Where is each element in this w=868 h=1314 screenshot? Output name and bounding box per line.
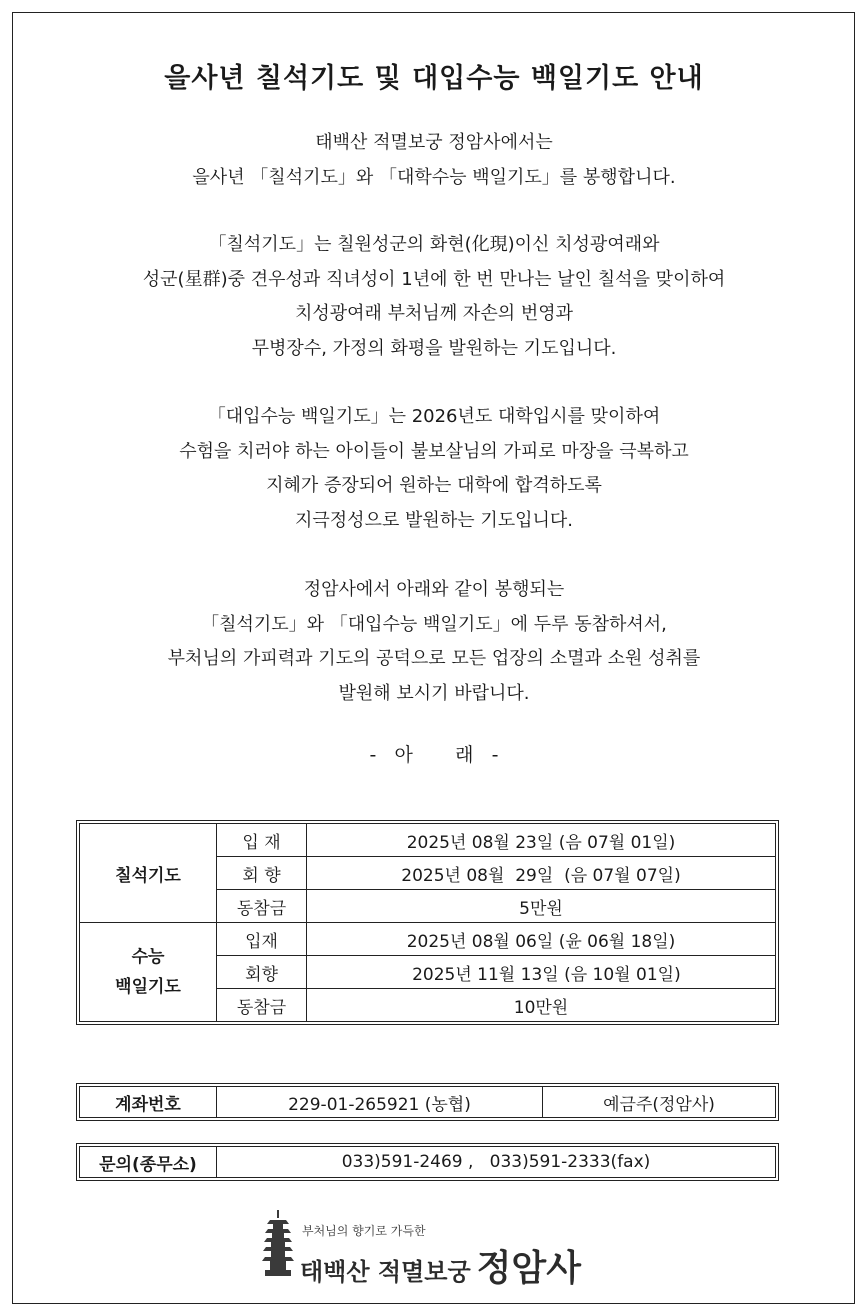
suneung-name-line2: 백일기도 xyxy=(115,977,181,997)
chilseok-start-date: 2025년 08월 23일 (음 07월 01일) xyxy=(307,824,776,857)
invitation-line: 발원해 보시기 바랍니다. xyxy=(338,682,530,704)
invitation-line: 정암사에서 아래와 같이 봉행되는 xyxy=(303,579,565,600)
account-table xyxy=(76,1083,779,1121)
chilseok-end-label: 회 향 xyxy=(217,857,307,890)
chilseok-line: 무병장수, 가정의 화평을 발원하는 기도입니다. xyxy=(251,337,617,359)
contact-label: 문의(종무소) xyxy=(80,1147,217,1178)
contact-phones: 033)591-2469 , 033)591-2333(fax) xyxy=(217,1147,776,1178)
suneung-name xyxy=(80,923,217,1022)
suneung-fee: 10만원 xyxy=(307,989,776,1022)
temple-logo xyxy=(262,1210,602,1289)
suneung-line: 「대입수능 백일기도」는 2026년도 대학입시를 맞이하여 xyxy=(207,406,661,427)
suneung-line: 수험을 치러야 하는 아이들이 불보살님의 가피로 마장을 극복하고 xyxy=(179,440,689,462)
logo-name-prefix: 태백산 적멸보궁 xyxy=(300,1258,471,1286)
section-heading-arae: - 아 래 - xyxy=(369,744,499,766)
suneung-start-label: 입재 xyxy=(217,923,307,956)
suneung-line: 지극정성으로 발원하는 기도입니다. xyxy=(295,509,573,531)
suneung-start-date: 2025년 08월 06일 (윤 06월 18일) xyxy=(307,923,776,956)
page-title: 을사년 칠석기도 및 대입수능 백일기도 안내 xyxy=(164,63,704,94)
intro-line: 을사년 「칠석기도」와 「대학수능 백일기도」를 봉행합니다. xyxy=(192,166,676,188)
logo-name xyxy=(300,1240,581,1291)
suneung-fee-label: 동참금 xyxy=(217,989,307,1022)
pagoda-icon xyxy=(262,1210,294,1280)
chilseok-paragraph xyxy=(0,228,868,366)
suneung-line: 지혜가 증장되어 원하는 대학에 합격하도록 xyxy=(266,475,602,496)
logo-name-main: 정암사 xyxy=(476,1248,581,1289)
chilseok-start-label: 입 재 xyxy=(217,824,307,857)
chilseok-fee-label: 동참금 xyxy=(217,890,307,923)
chilseok-fee: 5만원 xyxy=(307,890,776,923)
account-label: 계좌번호 xyxy=(80,1087,217,1118)
intro-line: 태백산 적멸보궁 정암사에서는 xyxy=(315,132,553,153)
suneung-name-line1: 수능 xyxy=(131,947,165,967)
logo-tagline: 부처님의 향기로 가득한 xyxy=(302,1224,426,1238)
chilseok-name: 칠석기도 xyxy=(80,824,217,923)
account-number: 229-01-265921 (농협) xyxy=(217,1087,543,1118)
suneung-paragraph xyxy=(0,400,868,538)
chilseok-line: 성군(星群)중 견우성과 직녀성이 1년에 한 번 만나는 날인 칠석을 맞이하여 xyxy=(142,268,726,290)
suneung-end-date: 2025년 11월 13일 (음 10월 01일) xyxy=(307,956,776,989)
schedule-table xyxy=(76,820,779,1025)
intro-paragraph xyxy=(0,126,868,195)
suneung-end-label: 회향 xyxy=(217,956,307,989)
contact-table xyxy=(76,1143,779,1181)
chilseok-end-date: 2025년 08월 29일 (음 07월 07일) xyxy=(307,857,776,890)
chilseok-line: 치성광여래 부처님께 자손의 번영과 xyxy=(295,303,573,324)
chilseok-line: 「칠석기도」는 칠원성군의 화현(化現)이신 치성광여래와 xyxy=(208,234,660,255)
account-holder: 예금주(정암사) xyxy=(543,1087,776,1118)
invitation-line: 「칠석기도」와 「대입수능 백일기도」에 두루 동참하셔서, xyxy=(201,613,667,635)
invitation-line: 부처님의 가피력과 기도의 공덕으로 모든 업장의 소멸과 소원 성취를 xyxy=(167,648,701,669)
invitation-paragraph xyxy=(0,573,868,711)
